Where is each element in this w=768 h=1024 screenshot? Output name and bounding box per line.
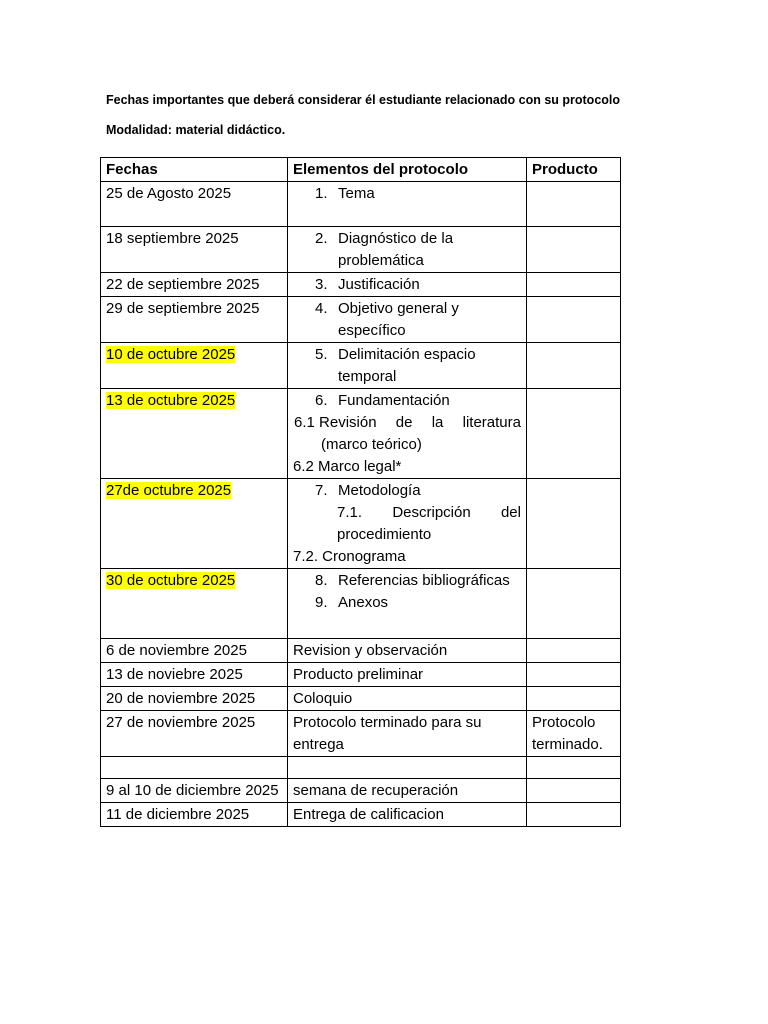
- product-cell: [527, 479, 621, 569]
- item-text: Referencias bibliográficas: [338, 572, 510, 589]
- date-text: 6 de noviembre 2025: [106, 642, 247, 659]
- table-row: [101, 569, 621, 639]
- item-number: 1.: [315, 185, 328, 202]
- date-text: 25 de Agosto 2025: [106, 185, 232, 202]
- product-cell: [527, 389, 621, 479]
- table-row-empty: [101, 757, 621, 779]
- date-cell: [101, 779, 288, 803]
- date-text: 29 de septiembre 2025: [106, 300, 260, 317]
- date-text: 13 de noviebre 2025: [106, 666, 243, 683]
- subitem-6-1-continuation: (marco teórico): [321, 436, 422, 453]
- element-cell: [288, 273, 527, 297]
- table-row: [101, 687, 621, 711]
- date-cell: [101, 663, 288, 687]
- element-cell: [288, 297, 527, 343]
- date-cell: [101, 182, 288, 227]
- element-cell: [288, 569, 527, 639]
- intro-title: Fechas importantes que deberá considerar él estudiante relacionado con su protocolo: [106, 93, 621, 107]
- subitem-word: de: [395, 414, 413, 431]
- product-cell: [527, 757, 621, 779]
- product-cell: [527, 803, 621, 827]
- list-item: [293, 570, 521, 592]
- table-row: [101, 182, 621, 227]
- element-cell: [288, 227, 527, 273]
- table-row: [101, 479, 621, 569]
- product-cell: [527, 569, 621, 639]
- table-row: [101, 663, 621, 687]
- element-cell: [288, 779, 527, 803]
- date-text: 27 de noviembre 2025: [106, 714, 256, 731]
- subitem-6-1: [293, 412, 521, 434]
- item-number: 8.: [315, 572, 328, 589]
- date-cell: [101, 687, 288, 711]
- element-cell: [288, 182, 527, 227]
- item-text: Metodología: [338, 482, 421, 499]
- element-text: Entrega de calificacion: [293, 806, 444, 823]
- item-number: 4.: [315, 300, 328, 317]
- element-text: semana de recuperación: [293, 782, 459, 799]
- element-text: Producto preliminar: [293, 666, 424, 683]
- product-cell: [527, 182, 621, 227]
- item-text: Tema: [338, 185, 375, 202]
- list-item: [293, 480, 521, 502]
- product-cell: [527, 687, 621, 711]
- element-cell: [288, 803, 527, 827]
- subitem-6-2: 6.2 Marco legal*: [293, 458, 402, 475]
- list-item: [293, 183, 521, 205]
- product-cell: [527, 639, 621, 663]
- element-cell: [288, 757, 527, 779]
- table-row: [101, 711, 621, 757]
- date-text: 20 de noviembre 2025: [106, 690, 256, 707]
- item-number: 7.: [315, 482, 328, 499]
- item-number: 2.: [315, 230, 328, 247]
- element-cell: [288, 343, 527, 389]
- table-row: [101, 343, 621, 389]
- subitem-7-1: [293, 502, 521, 524]
- element-cell: [288, 389, 527, 479]
- subitem-word: Descripción: [392, 504, 471, 521]
- product-cell: [527, 711, 621, 757]
- table-row: [101, 297, 621, 343]
- date-text-highlighted: 30 de octubre 2025: [106, 572, 236, 589]
- header-elementos: Elementos del protocolo: [288, 158, 527, 182]
- table-row: [101, 389, 621, 479]
- element-cell: [288, 711, 527, 757]
- date-text: 9 al 10 de diciembre 2025: [106, 782, 279, 799]
- date-text: 22 de septiembre 2025: [106, 276, 260, 293]
- intro-modality: Modalidad: material didáctico.: [106, 123, 286, 137]
- list-item: [293, 390, 521, 412]
- product-cell: [527, 227, 621, 273]
- table-header-row: [101, 158, 621, 182]
- element-cell: [288, 687, 527, 711]
- product-text: Protocolo terminado.: [532, 714, 603, 753]
- list-item: [293, 592, 521, 614]
- subitem-7-2: 7.2. Cronograma: [293, 548, 406, 565]
- date-text: 11 de diciembre 2025: [106, 806, 250, 823]
- table-row: [101, 227, 621, 273]
- element-text: Protocolo terminado para su entrega: [293, 714, 482, 753]
- item-number: 6.: [315, 392, 328, 409]
- table-row: [101, 803, 621, 827]
- date-text-highlighted: 27de octubre 2025: [106, 482, 232, 499]
- item-number: 5.: [315, 346, 328, 363]
- element-cell: [288, 663, 527, 687]
- table-row: [101, 779, 621, 803]
- item-text: Delimitación espacio temporal: [338, 346, 476, 385]
- date-text-highlighted: 10 de octubre 2025: [106, 346, 236, 363]
- subitem-word: literatura: [462, 414, 521, 431]
- header-fechas: Fechas: [101, 158, 288, 182]
- date-text: 18 septiembre 2025: [106, 230, 239, 247]
- list-item: [293, 298, 521, 342]
- item-number: 3.: [315, 276, 328, 293]
- item-text: Objetivo general y específico: [338, 300, 459, 339]
- item-number: 9.: [315, 594, 328, 611]
- list-item: [293, 344, 521, 388]
- subitem-word: la: [431, 414, 444, 431]
- item-text: Diagnóstico de la problemática: [338, 230, 454, 269]
- element-text: Revision y observación: [293, 642, 448, 659]
- element-cell: [288, 479, 527, 569]
- item-text: Fundamentación: [338, 392, 450, 409]
- date-cell: [101, 227, 288, 273]
- date-text-highlighted: 13 de octubre 2025: [106, 392, 236, 409]
- date-cell: [101, 711, 288, 757]
- product-cell: [527, 779, 621, 803]
- product-cell: [527, 343, 621, 389]
- subitem-word: 7.1.: [337, 504, 363, 521]
- date-cell: [101, 343, 288, 389]
- date-cell: [101, 479, 288, 569]
- date-cell: [101, 757, 288, 779]
- date-cell: [101, 569, 288, 639]
- item-text: Anexos: [338, 594, 389, 611]
- list-item: [293, 274, 521, 296]
- subitem-word: 6.1 Revisión: [294, 414, 377, 431]
- subitem-7-1-continuation: procedimiento: [337, 526, 432, 543]
- date-cell: [101, 803, 288, 827]
- date-cell: [101, 639, 288, 663]
- product-cell: [527, 273, 621, 297]
- product-cell: [527, 297, 621, 343]
- date-cell: [101, 389, 288, 479]
- element-text: Coloquio: [293, 690, 353, 707]
- element-cell: [288, 639, 527, 663]
- table-row: [101, 273, 621, 297]
- date-cell: [101, 273, 288, 297]
- product-cell: [527, 663, 621, 687]
- header-producto: Producto: [527, 158, 621, 182]
- table-row: [101, 639, 621, 663]
- date-cell: [101, 297, 288, 343]
- list-item: [293, 228, 521, 272]
- schedule-table: [100, 157, 621, 827]
- item-text: Justificación: [338, 276, 420, 293]
- subitem-word: del: [500, 504, 521, 521]
